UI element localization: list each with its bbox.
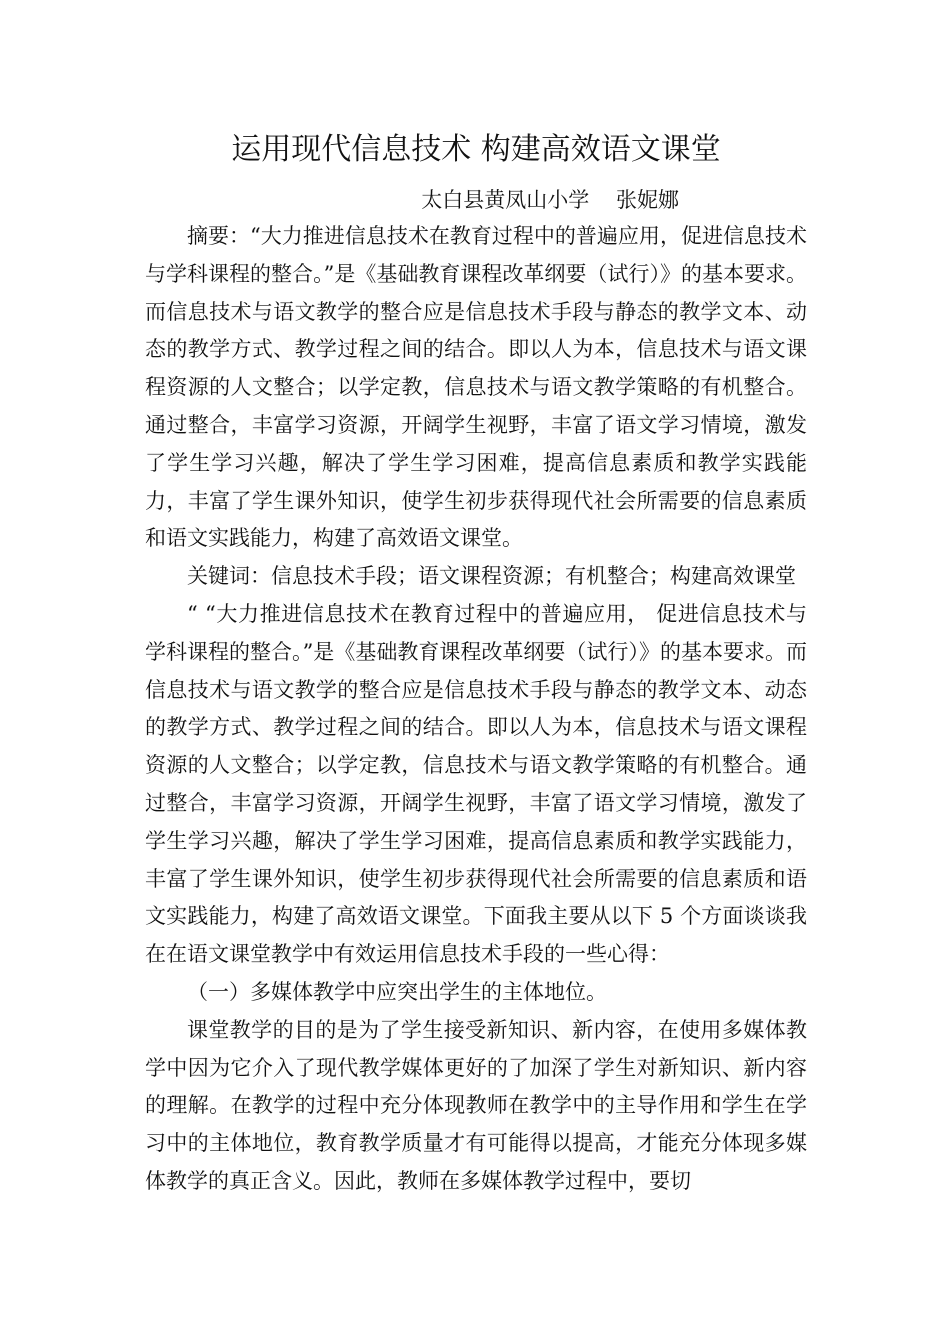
document-author: 太白县黄凤山小学 张妮娜 — [421, 188, 679, 212]
document-title: 运用现代信息技术 构建高效语文课堂 — [231, 132, 721, 167]
section-heading: （一）多媒体教学中应突出学生的主体地位。 — [187, 979, 607, 1004]
keywords-paragraph: 关键词：信息技术手段；语文课程资源；有机整合；构建高效课堂 — [187, 564, 796, 589]
document-page — [145, 126, 807, 1201]
section-body-paragraph: 课堂教学的目的是为了学生接受新知识、新内容，在使用多媒体教学中因为它介入了现代教学媒体更好的了加深了学生对新知识、新内容的理解。在教学的过程中充分体现教师在教学中的主导作用和学生在学习中的主体地位，教育教学质量才有可能得以提高，才能充分体现多媒体教学的真正含义。因此，教师在多媒体教学过程中，要切 — [145, 1017, 807, 1193]
abstract-paragraph: 摘要：“大力推进信息技术在教育过程中的普遍应用，促进信息技术与学科课程的整合。”是《基础教育课程改革纲要（试行）》的基本要求。而信息技术与语文教学的整合应是信息技术手段与静态的教学文本、动态的教学方式、教学过程之间的结合。即以人为本，信息技术与语文课程资源的人文整合；以学定教，信息技术与语文教学策略的有机整合。通过整合，丰富学习资源，开阔学生视野，丰富了语文学习情境，激发了学生学习兴趣，解决了学生学习困难，提高信息素质和教学实践能力，丰富了学生课外知识，使学生初步获得现代社会所需要的信息素质和语文实践能力，构建了高效语文课堂。 — [145, 224, 807, 551]
intro-paragraph: “ “大力推进信息技术在教育过程中的普遍应用， 促进信息技术与学科课程的整合。”是《基础教育课程改革纲要（试行）》的基本要求。而信息技术与语文教学的整合应是信息技术手段与静态的教学文本、动态的教学方式、教学过程之间的结合。即以人为本，信息技术与语文课程资源的人文整合；以学定教，信息技术与语文教学策略的有机整合。通过整合，丰富学习资源，开阔学生视野，丰富了语文学习情境，激发了学生学习兴趣，解决了学生学习困难，提高信息素质和教学实践能力，丰富了学生课外知识，使学生初步获得现代社会所需要的信息素质和语文实践能力，构建了高效语文课堂。下面我主要从以下 5 个方面谈谈我在在语文课堂教学中有效运用信息技术手段的一些心得： — [145, 601, 807, 967]
